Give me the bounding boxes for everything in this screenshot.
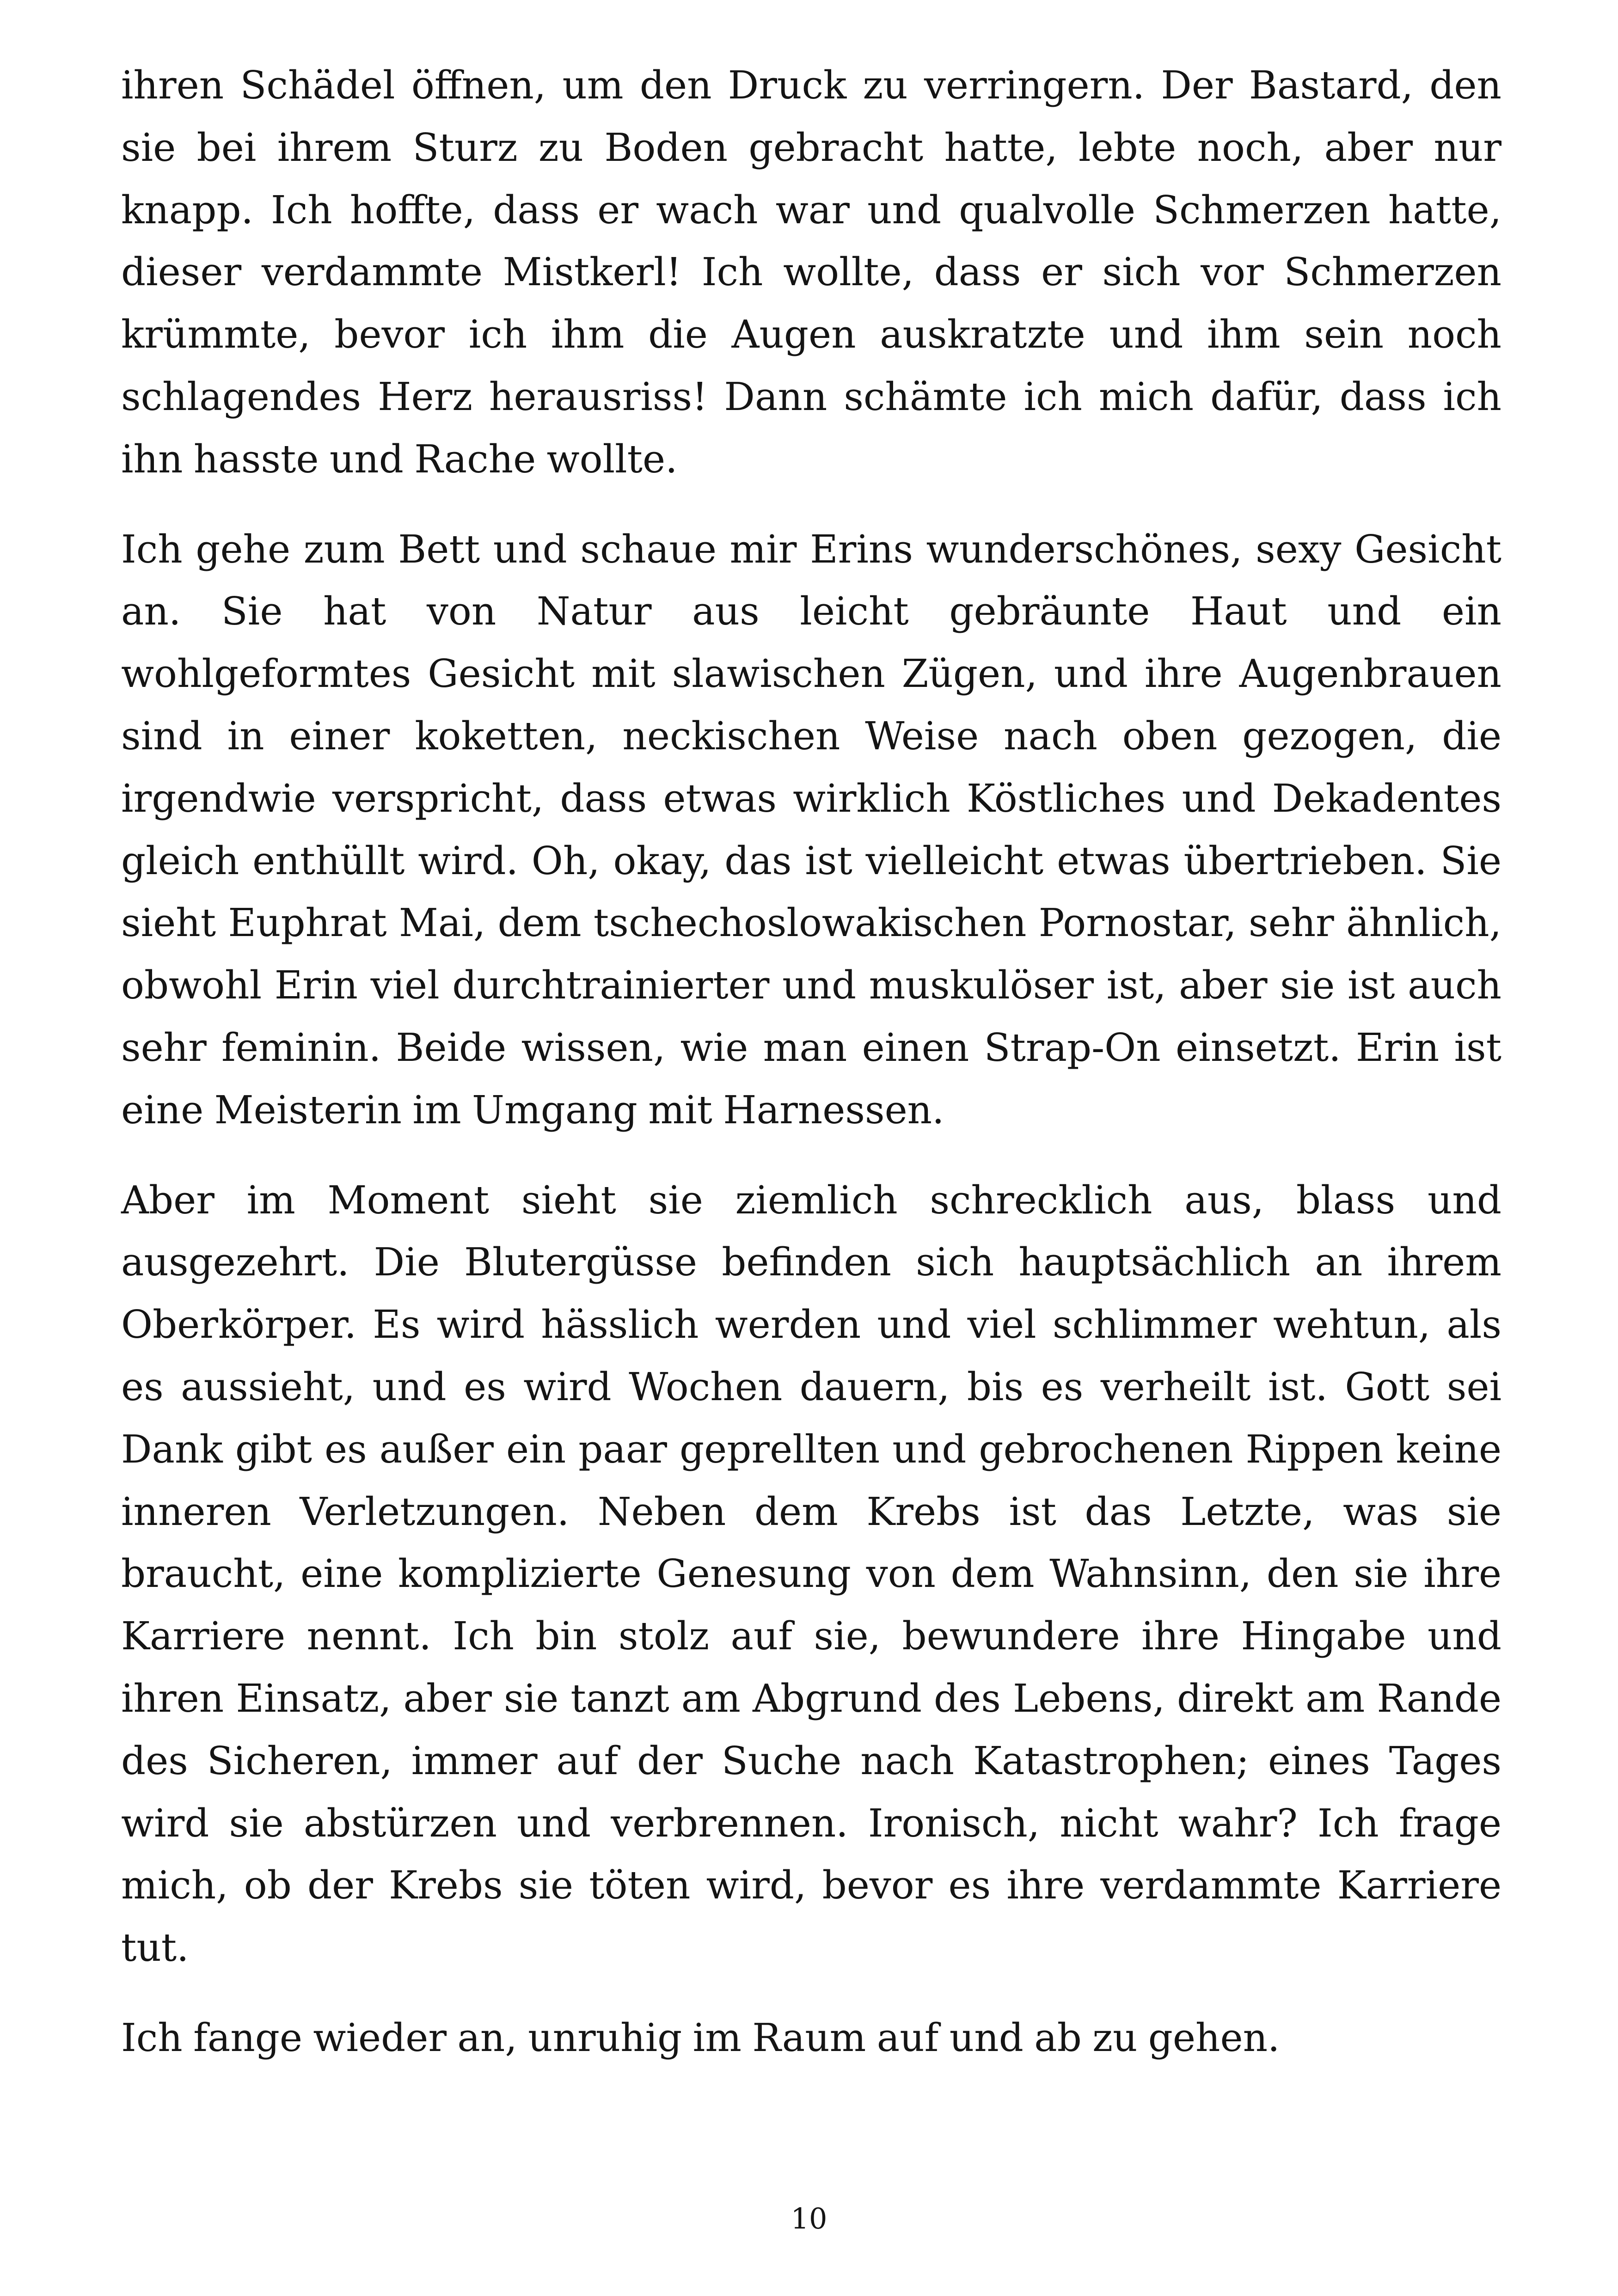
paragraph-4: Ich fange wieder an, unruhig im Raum auf und ab zu gehen. xyxy=(121,2015,1280,2060)
paragraph-3: Aber im Moment sieht sie ziemlich schrecklich aus, blass und ausgezehrt. Die Blutergüsse befinden sich hauptsächlich an ihrem Oberkörper. Es wird hässlich werden und viel schlimmer wehtun, als es aussieht, und es wird Wochen dauern, bis es verheilt ist. Gott sei Dank gibt es außer ein paar geprellten und gebrochenen Rippen keine inneren Verletzungen. Neben dem Krebs ist das Letzte, was sie braucht, eine komplizierte Genesung von dem Wahnsinn, den sie ihre Karriere nennt. Ich bin stolz auf sie, bewundere ihre Hingabe und ihren Einsatz, aber sie tanzt am Abgrund des Lebens, direkt am Rande des Sicheren, immer auf der Suche nach Katastrophen; eines Tages wird sie abstürzen und verbrennen. Ironisch, nicht wahr? Ich frage mich, ob der Krebs sie töten wird, bevor es ihre verdammte Karriere tut. xyxy=(121,1177,1502,1971)
body-text xyxy=(121,55,1502,2069)
page-number: 10 xyxy=(791,2202,827,2235)
paragraph-1: ihren Schädel öffnen, um den Druck zu verringern. Der Bastard, den sie bei ihrem Sturz zu Boden gebracht hatte, lebte noch, aber nur knapp. Ich hoffte, dass er wach war und qualvolle Schmerzen hatte, dieser verdammte Mistkerl! Ich wollte, dass er sich vor Schmerzen krümmte, bevor ich ihm die Augen auskratzte und ihm sein noch schlagendes Herz herausriss! Dann schämte ich mich dafür, dass ich ihn hasste und Rache wollte. xyxy=(121,63,1502,482)
paragraph-2: Ich gehe zum Bett und schaue mir Erins wunderschönes, sexy Gesicht an. Sie hat von Natur aus leicht gebräunte Haut und ein wohlgeformtes Gesicht mit slawischen Zügen, und ihre Augenbrauen sind in einer koketten, neckischen Weise nach oben gezogen, die irgendwie verspricht, dass etwas wirklich Köstliches und Dekadentes gleich enthüllt wird. Oh, okay, das ist vielleicht etwas übertrieben. Sie sieht Euphrat Mai, dem tschechoslowakischen Pornostar, sehr ähnlich, obwohl Erin viel durchtrainierter und muskulöser ist, aber sie ist auch sehr feminin. Beide wissen, wie man einen Strap-On einsetzt. Erin ist eine Meisterin im Umgang mit Harnessen. xyxy=(121,527,1502,1133)
